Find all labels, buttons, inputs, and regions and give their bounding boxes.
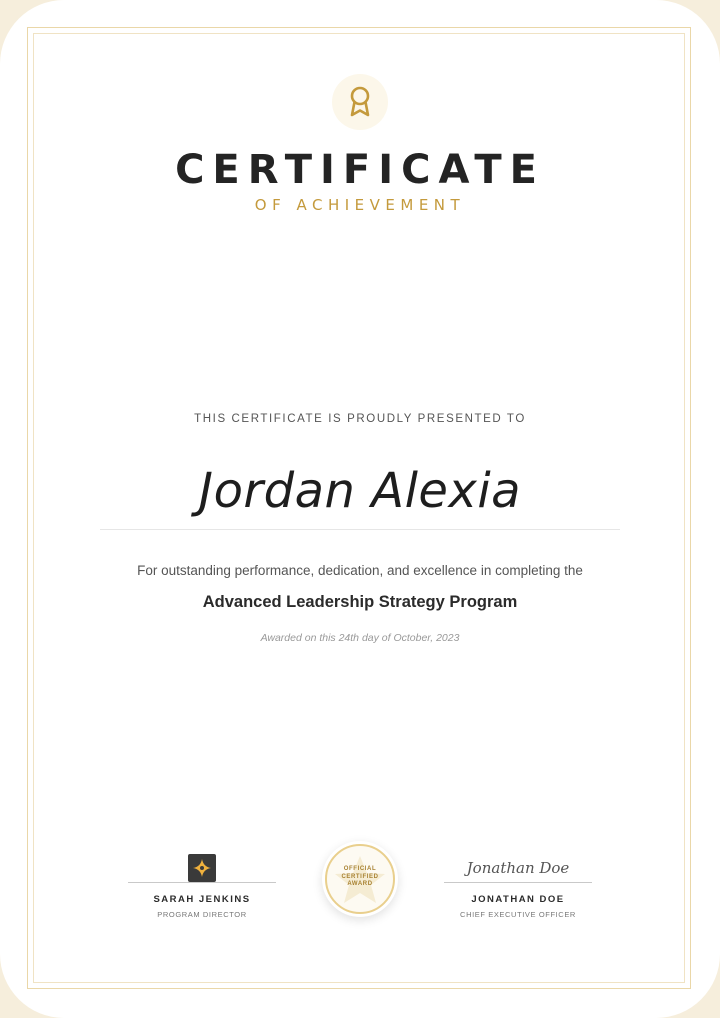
company-logo-icon (188, 854, 216, 882)
awarded-date: Awarded on this 24th day of October, 2023 (260, 632, 460, 644)
name-divider (100, 529, 620, 530)
award-reason: For outstanding performance, dedication, and excellence in completing the (137, 563, 583, 578)
presented-to-label: THIS CERTIFICATE IS PROUDLY PRESENTED TO (194, 413, 526, 425)
signature-block-right (444, 848, 592, 920)
seal-line-3: AWARD (347, 881, 373, 887)
seal-line-2: CERTIFIED (341, 873, 379, 880)
program-name: Advanced Leadership Strategy Program (202, 593, 518, 611)
signatory-name: JONATHAN DOE (471, 894, 565, 905)
signature-block-left (128, 848, 276, 920)
signatory-role: CHIEF EXECUTIVE OFFICER (460, 910, 576, 919)
handwritten-signature: Jonathan Doe (466, 859, 570, 877)
seal-line-1: OFFICIAL (343, 866, 377, 872)
signature-line (128, 882, 276, 883)
award-ribbon-icon (332, 74, 388, 130)
certificate-subtitle: OF ACHIEVEMENT (254, 196, 466, 214)
certificate-title: CERTIFICATE (175, 147, 545, 193)
signatory-role: PROGRAM DIRECTOR (157, 910, 247, 919)
signatory-name: SARAH JENKINS (153, 894, 251, 905)
recipient-name: Jordan Alexia (198, 463, 522, 519)
signature-line (444, 882, 592, 883)
certified-seal (322, 841, 398, 917)
